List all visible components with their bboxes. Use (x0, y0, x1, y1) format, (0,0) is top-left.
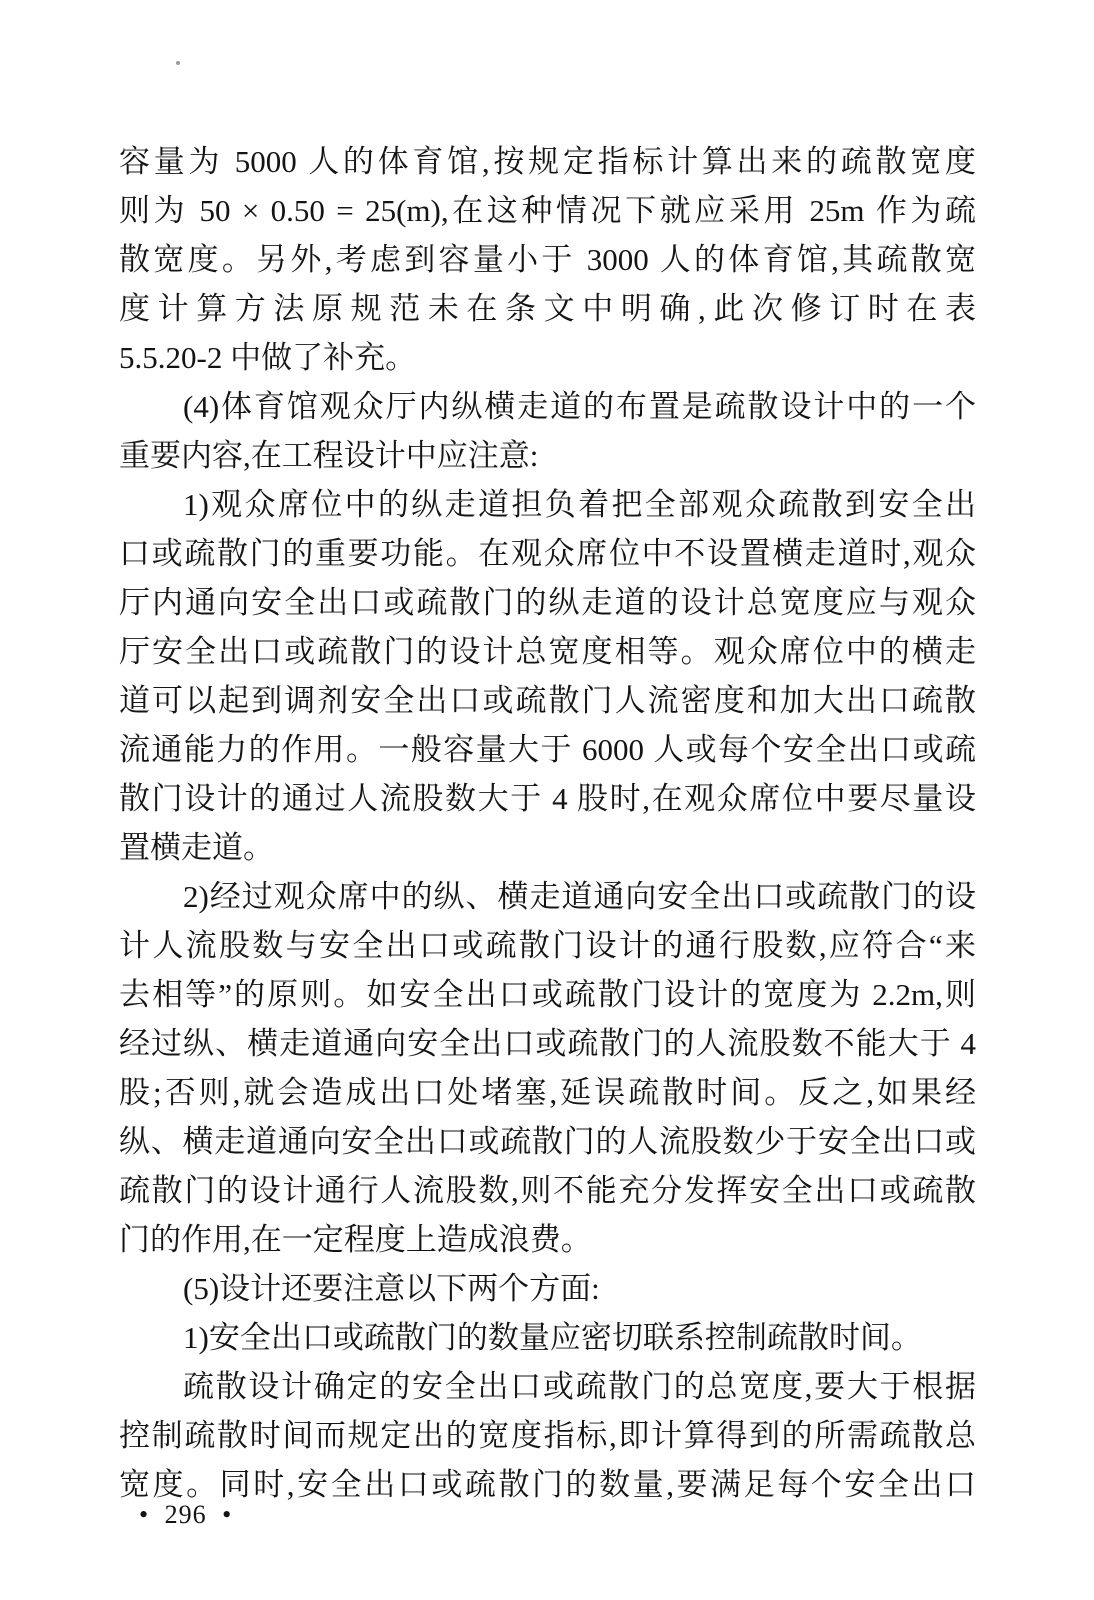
text-line: 控制疏散时间而规定出的宽度指标,即计算得到的所需疏散总 (119, 1418, 976, 1453)
text-line: 重要内容,在工程设计中应注意: (119, 438, 539, 473)
text-line: 度计算方法原规范未在条文中明确,此次修订时在表 (119, 291, 976, 326)
text-line: 经过纵、横走道通向安全出口或疏散门的人流股数不能大于 4 (119, 1026, 976, 1061)
text-line: 纵、横走道通向安全出口或疏散门的人流股数少于安全出口或 (119, 1124, 976, 1159)
text-line: 2)经过观众席中的纵、横走道通向安全出口或疏散门的设 (183, 879, 976, 914)
text-line: 则为 50 × 0.50 = 25(m),在这种情况下就应采用 25m 作为疏 (119, 193, 976, 228)
text-line: 股;否则,就会造成出口处堵塞,延误疏散时间。反之,如果经 (119, 1075, 976, 1110)
text-line: 流通能力的作用。一般容量大于 6000 人或每个安全出口或疏 (119, 732, 976, 767)
page-number: • 296 • (139, 1500, 233, 1529)
text-line: 置横走道。 (119, 830, 274, 865)
text-line: 疏散设计确定的安全出口或疏散门的总宽度,要大于根据 (183, 1369, 976, 1404)
text-line: 厅安全出口或疏散门的设计总宽度相等。观众席位中的横走 (119, 634, 976, 669)
text-line: 疏散门的设计通行人流股数,则不能充分发挥安全出口或疏散 (119, 1173, 976, 1208)
scan-speck (176, 61, 180, 65)
text-line: 门的作用,在一定程度上造成浪费。 (119, 1222, 592, 1257)
text-line: 去相等”的原则。如安全出口或疏散门设计的宽度为 2.2m,则 (119, 977, 976, 1012)
text-line: 道可以起到调剂安全出口或疏散门人流密度和加大出口疏散 (119, 683, 976, 718)
text-line: 散宽度。另外,考虑到容量小于 3000 人的体育馆,其疏散宽 (119, 242, 976, 277)
page-body-text (119, 137, 976, 1509)
text-line: (4)体育馆观众厅内纵横走道的布置是疏散设计中的一个 (183, 389, 976, 424)
text-line: (5)设计还要注意以下两个方面: (183, 1271, 600, 1306)
text-line: 容量为 5000 人的体育馆,按规定指标计算出来的疏散宽度 (119, 144, 976, 179)
text-line: 5.5.20-2 中做了补充。 (119, 340, 417, 375)
text-line: 口或疏散门的重要功能。在观众席位中不设置横走道时,观众 (119, 536, 976, 571)
text-line: 宽度。同时,安全出口或疏散门的数量,要满足每个安全出口 (119, 1467, 976, 1502)
text-line: 1)观众席位中的纵走道担负着把全部观众疏散到安全出 (183, 487, 976, 522)
text-line: 散门设计的通过人流股数大于 4 股时,在观众席位中要尽量设 (119, 781, 976, 816)
text-line: 1)安全出口或疏散门的数量应密切联系控制疏散时间。 (183, 1320, 922, 1355)
text-line: 计人流股数与安全出口或疏散门设计的通行股数,应符合“来 (119, 928, 976, 963)
text-line: 厅内通向安全出口或疏散门的纵走道的设计总宽度应与观众 (119, 585, 976, 620)
